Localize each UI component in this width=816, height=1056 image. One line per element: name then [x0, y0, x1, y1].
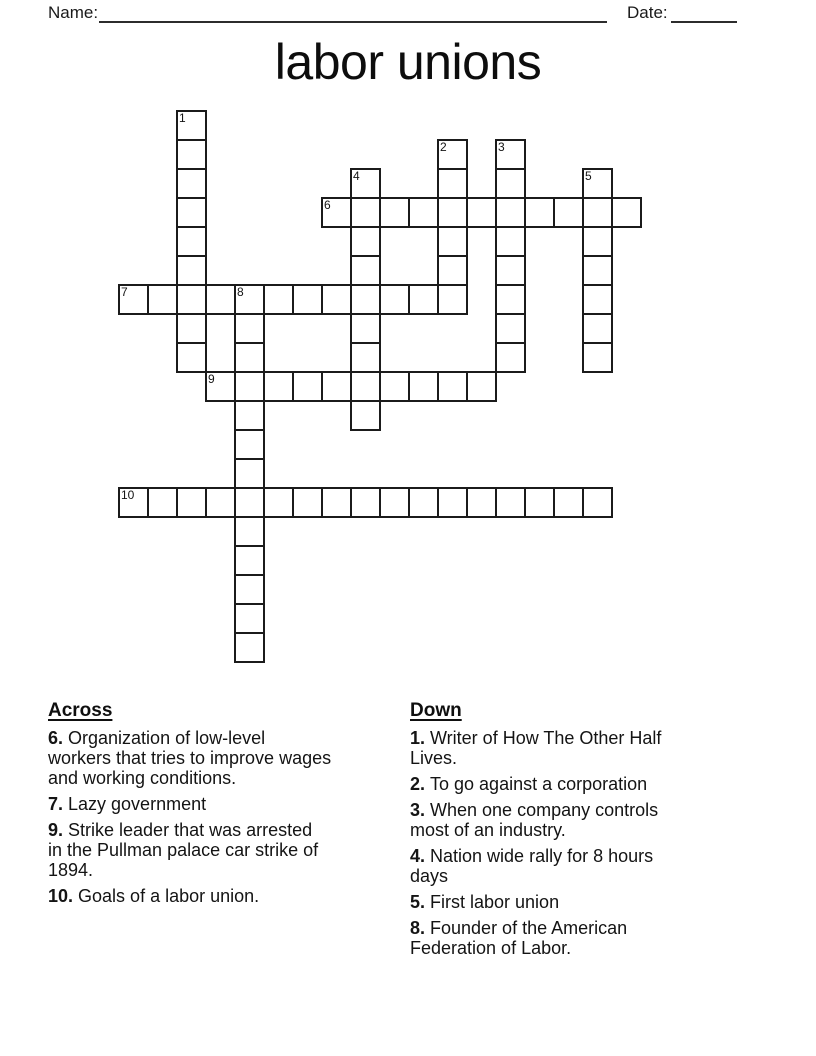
grid-cell[interactable]	[379, 487, 410, 518]
grid-cell[interactable]	[611, 197, 642, 228]
grid-cell[interactable]	[350, 342, 381, 373]
grid-cell[interactable]	[176, 255, 207, 286]
across-heading: Across	[48, 700, 113, 721]
grid-cell[interactable]	[321, 371, 352, 402]
grid-number-3: 3	[498, 140, 505, 154]
down-clue-5	[410, 892, 750, 912]
clue-line: 4. Nation wide rally for 8 hours	[410, 846, 654, 866]
clue-number: 6.	[48, 728, 69, 748]
grid-cell[interactable]	[350, 400, 381, 431]
grid-cell[interactable]	[582, 313, 613, 344]
down-clue-2	[410, 774, 750, 794]
grid-cell[interactable]	[234, 342, 265, 373]
clue-number: 4.	[410, 846, 431, 866]
grid-cell[interactable]	[205, 284, 236, 315]
name-label: Name:	[48, 3, 99, 22]
grid-cell[interactable]	[408, 284, 439, 315]
grid-number-5: 5	[585, 169, 592, 183]
grid-cell[interactable]	[263, 284, 294, 315]
grid-number-10: 10	[121, 488, 135, 502]
grid-cell[interactable]	[495, 226, 526, 257]
grid-cell[interactable]	[379, 371, 410, 402]
grid-cell[interactable]	[263, 487, 294, 518]
grid-cell[interactable]	[234, 371, 265, 402]
grid-cell[interactable]	[495, 342, 526, 373]
grid-cell[interactable]	[263, 371, 294, 402]
grid-cell[interactable]	[437, 371, 468, 402]
date-blank-line[interactable]	[671, 21, 737, 23]
grid-cell[interactable]	[234, 516, 265, 547]
clue-line: most of an industry.	[410, 820, 566, 840]
grid-number-6: 6	[324, 198, 331, 212]
across-clue-10	[48, 886, 400, 906]
grid-cell[interactable]	[176, 226, 207, 257]
clue-line: 1894.	[48, 860, 94, 880]
clue-line: Federation of Labor.	[410, 938, 572, 958]
clue-line: 6. Organization of low-level	[48, 728, 266, 748]
date-label: Date:	[627, 3, 668, 22]
grid-cell[interactable]	[234, 545, 265, 576]
grid-cell[interactable]	[176, 342, 207, 373]
grid-cell[interactable]	[553, 487, 584, 518]
down-clue-8	[410, 918, 750, 958]
clue-number: 2.	[410, 774, 431, 794]
grid-cell[interactable]	[205, 487, 236, 518]
across-clue-9	[48, 820, 400, 880]
grid-cell[interactable]	[292, 487, 323, 518]
grid-cell[interactable]	[582, 255, 613, 286]
grid-cell[interactable]	[408, 197, 439, 228]
clue-line: and working conditions.	[48, 768, 237, 788]
clue-number: 8.	[410, 918, 431, 938]
clue-number: 5.	[410, 892, 431, 912]
grid-cell[interactable]	[495, 197, 526, 228]
grid-cell[interactable]	[437, 197, 468, 228]
clue-number: 7.	[48, 794, 69, 814]
grid-cell[interactable]	[524, 487, 555, 518]
clue-line: 9. Strike leader that was arrested	[48, 820, 313, 840]
grid-cell[interactable]	[147, 487, 178, 518]
grid-cell[interactable]	[350, 487, 381, 518]
grid-cell[interactable]	[350, 255, 381, 286]
clue-number: 10.	[48, 886, 79, 906]
down-clues-column	[410, 701, 750, 964]
clue-line: 8. Founder of the American	[410, 918, 628, 938]
grid-cell[interactable]	[176, 139, 207, 170]
grid-cell[interactable]	[176, 487, 207, 518]
grid-cell[interactable]	[408, 487, 439, 518]
grid-cell[interactable]	[379, 284, 410, 315]
grid-cell[interactable]	[582, 226, 613, 257]
grid-cell[interactable]	[466, 487, 497, 518]
grid-cell[interactable]	[524, 197, 555, 228]
grid-cell[interactable]	[176, 284, 207, 315]
across-clues-list	[48, 728, 400, 906]
clue-line: in the Pullman palace car strike of	[48, 840, 319, 860]
across-clue-6	[48, 728, 400, 788]
grid-cell[interactable]	[495, 284, 526, 315]
clue-line: 2. To go against a corporation	[410, 774, 648, 794]
grid-cell[interactable]	[234, 400, 265, 431]
grid-cell[interactable]	[292, 284, 323, 315]
grid-cell[interactable]	[234, 632, 265, 663]
clue-line: workers that tries to improve wages	[48, 748, 332, 768]
grid-cell[interactable]	[350, 197, 381, 228]
puzzle-title: labor unions	[274, 34, 542, 90]
grid-cell[interactable]	[234, 574, 265, 605]
grid-cell[interactable]	[437, 284, 468, 315]
grid-cell[interactable]	[582, 284, 613, 315]
grid-number-2: 2	[440, 140, 447, 154]
grid-number-4: 4	[353, 169, 360, 183]
clue-line: 10. Goals of a labor union.	[48, 886, 260, 906]
grid-cell[interactable]	[466, 371, 497, 402]
grid-cell[interactable]	[234, 429, 265, 460]
grid-number-9: 9	[208, 372, 215, 386]
clue-line: 5. First labor union	[410, 892, 560, 912]
grid-cell[interactable]	[408, 371, 439, 402]
across-clues-column	[48, 701, 400, 912]
grid-cell[interactable]	[321, 487, 352, 518]
down-heading: Down	[410, 700, 462, 721]
down-clue-4	[410, 846, 750, 886]
grid-cell[interactable]	[176, 168, 207, 199]
grid-cell[interactable]	[350, 313, 381, 344]
grid-cell[interactable]	[495, 255, 526, 286]
grid-number-1: 1	[179, 111, 186, 125]
clue-line: Lives.	[410, 748, 458, 768]
grid-cell[interactable]	[495, 313, 526, 344]
name-blank-line[interactable]	[99, 21, 607, 23]
grid-cell[interactable]	[234, 458, 265, 489]
clue-number: 1.	[410, 728, 431, 748]
grid-cell[interactable]	[350, 226, 381, 257]
grid-number-7: 7	[121, 285, 128, 299]
grid-cell[interactable]	[495, 487, 526, 518]
clue-line: 1. Writer of How The Other Half	[410, 728, 662, 748]
clue-line: days	[410, 866, 449, 886]
clue-number: 3.	[410, 800, 431, 820]
grid-cell[interactable]	[553, 197, 584, 228]
grid-cell[interactable]	[234, 313, 265, 344]
grid-cell[interactable]	[176, 197, 207, 228]
clue-line: 7. Lazy government	[48, 794, 207, 814]
grid-cell[interactable]	[582, 487, 613, 518]
grid-cell[interactable]	[176, 313, 207, 344]
grid-cell[interactable]	[437, 226, 468, 257]
clue-number: 9.	[48, 820, 69, 840]
grid-cell[interactable]	[350, 284, 381, 315]
grid-cell[interactable]	[582, 197, 613, 228]
grid-cell[interactable]	[350, 371, 381, 402]
grid-cell[interactable]	[437, 255, 468, 286]
grid-cell[interactable]	[437, 487, 468, 518]
grid-cell[interactable]	[234, 603, 265, 634]
grid-cell[interactable]	[437, 168, 468, 199]
grid-cell[interactable]	[147, 284, 178, 315]
grid-cell[interactable]	[321, 284, 352, 315]
down-clue-1	[410, 728, 750, 768]
grid-cell[interactable]	[466, 197, 497, 228]
crossword-grid	[118, 110, 642, 663]
grid-cell[interactable]	[582, 342, 613, 373]
grid-number-8: 8	[237, 285, 244, 299]
down-clue-3	[410, 800, 750, 840]
across-clue-7	[48, 794, 400, 814]
clue-line: 3. When one company controls	[410, 800, 659, 820]
grid-cell[interactable]	[292, 371, 323, 402]
down-clues-list	[410, 728, 750, 958]
grid-cell[interactable]	[234, 487, 265, 518]
grid-cell[interactable]	[495, 168, 526, 199]
grid-cell[interactable]	[379, 197, 410, 228]
